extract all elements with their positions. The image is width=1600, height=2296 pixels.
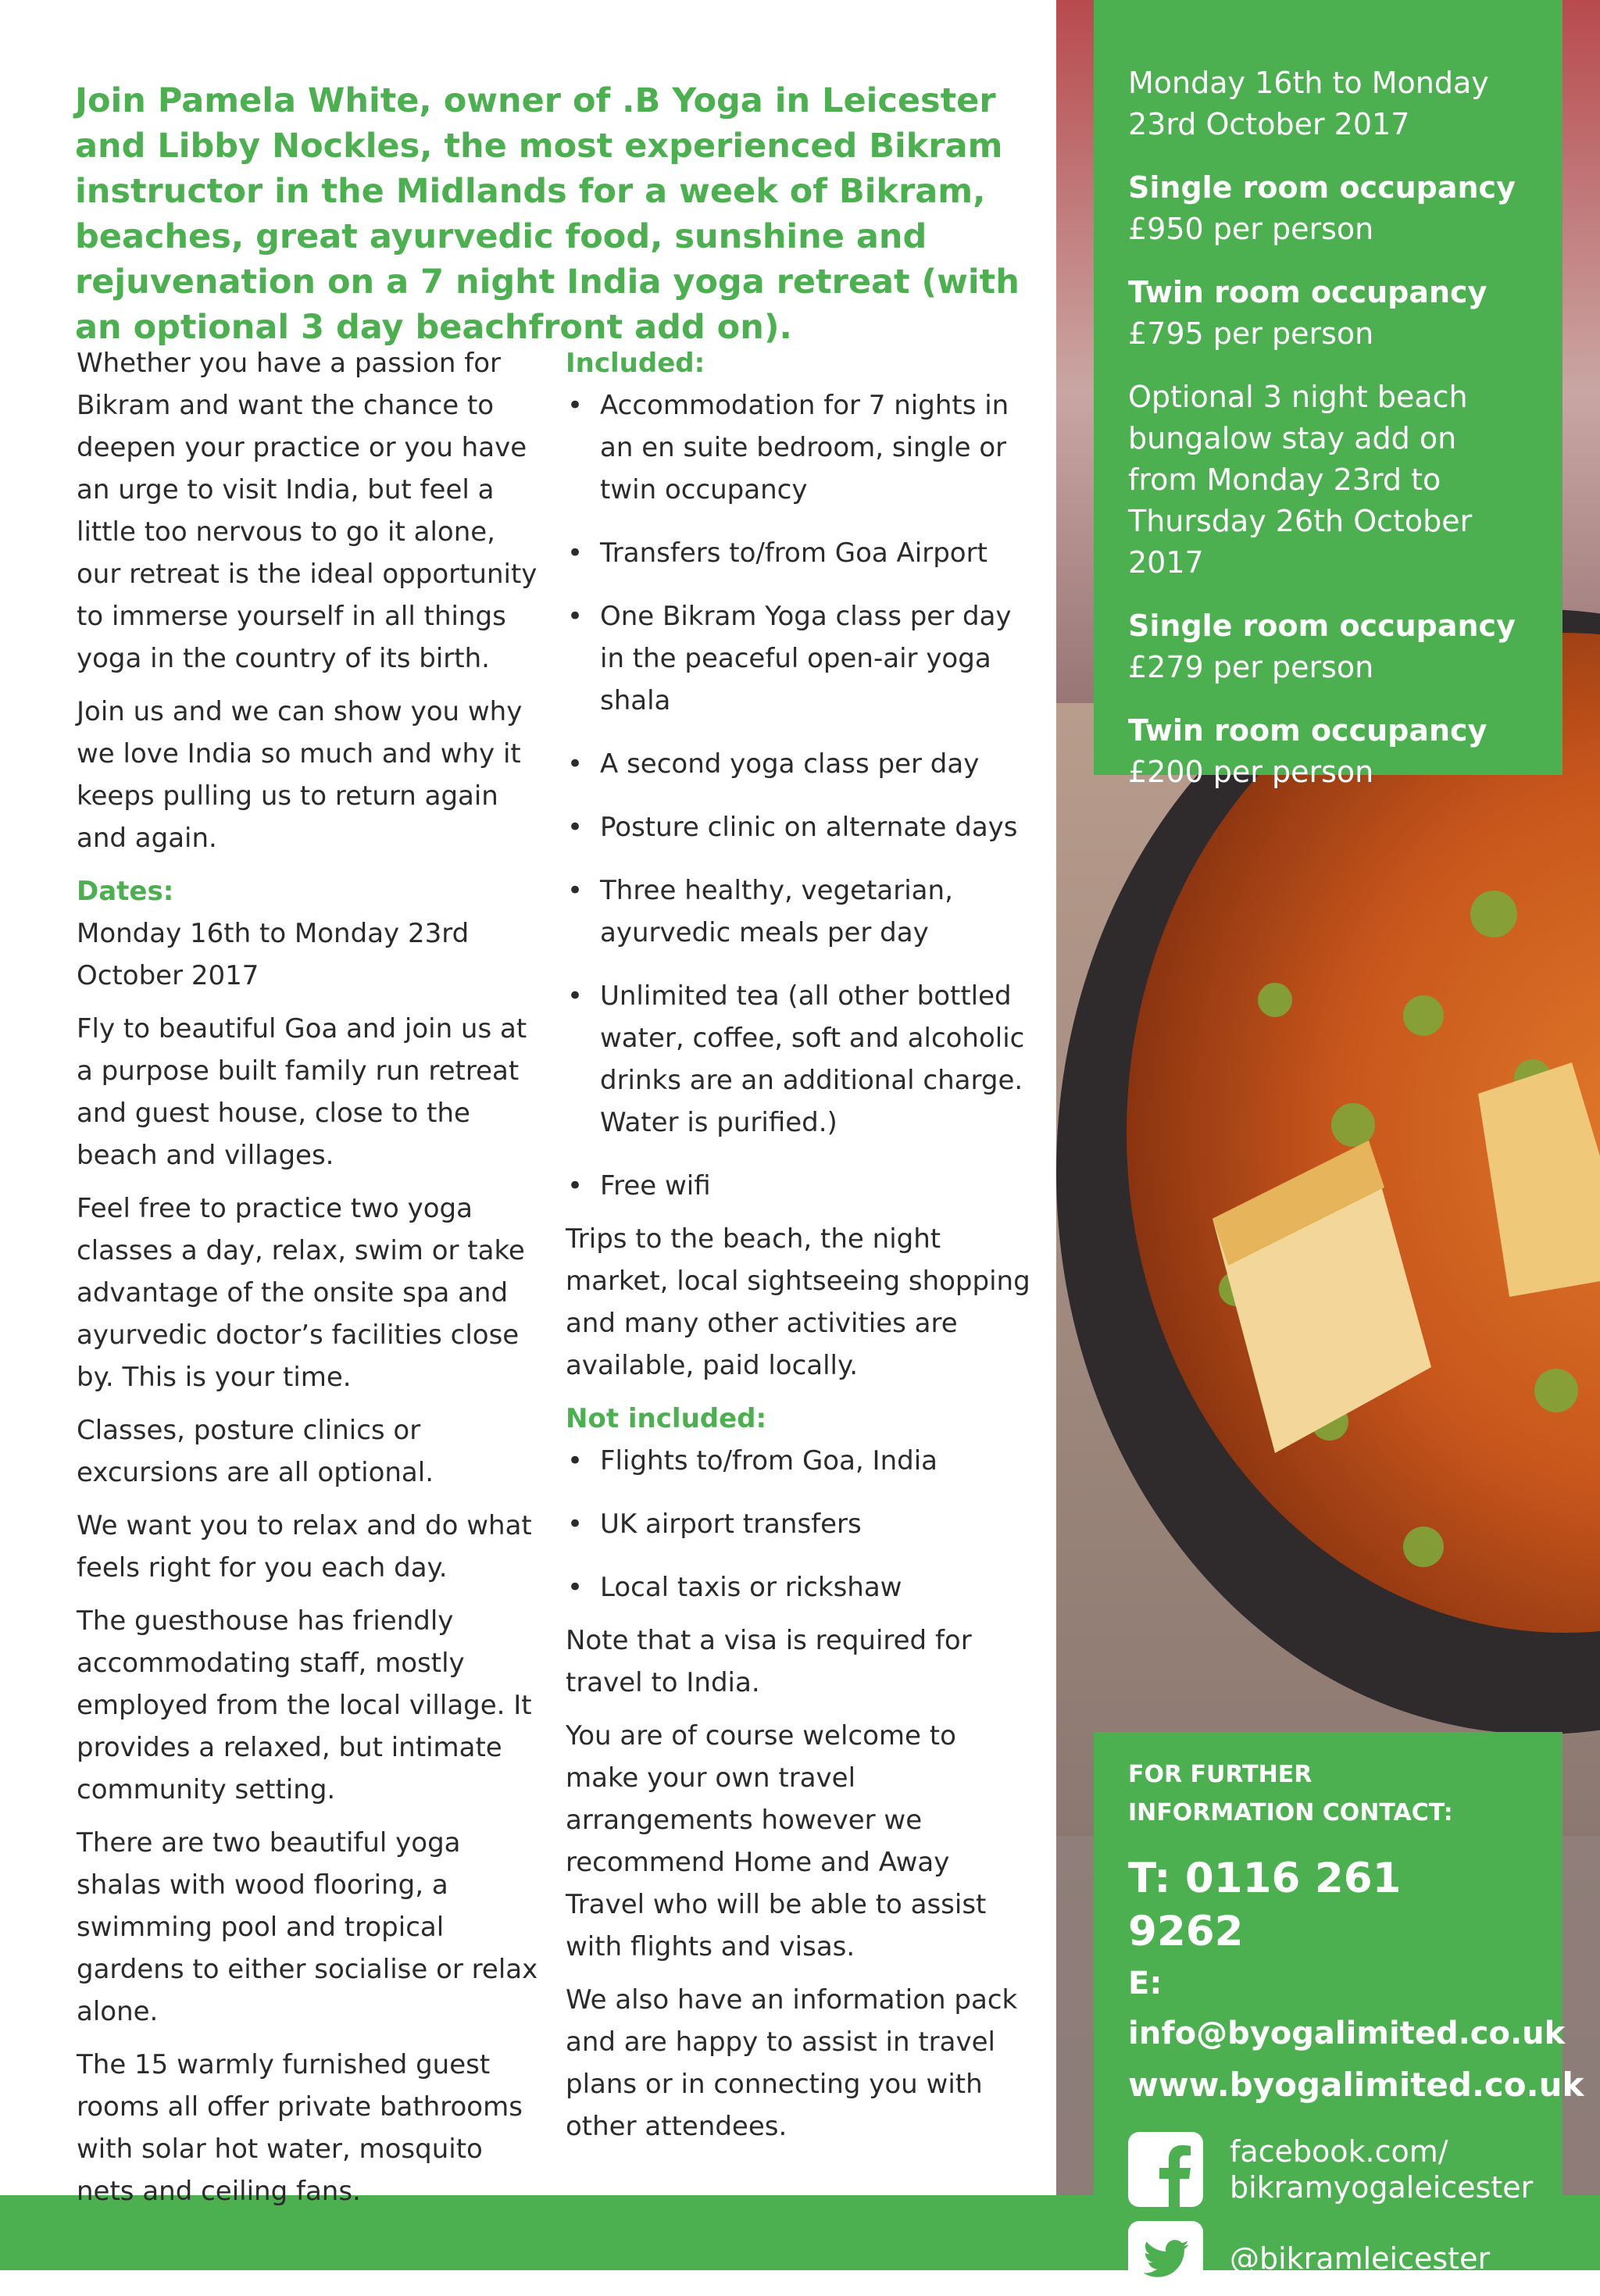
price-dates: Monday 16th to Monday 23rd October 2017 bbox=[1128, 66, 1489, 141]
twitter-link[interactable] bbox=[1128, 2221, 1528, 2296]
contact-phone[interactable]: T: 0116 261 9262 bbox=[1128, 1855, 1402, 1955]
contact-heading: FOR FURTHER INFORMATION CONTACT: bbox=[1128, 1761, 1453, 1826]
list-item: • Free wifi bbox=[567, 1170, 711, 1202]
left-column bbox=[77, 342, 545, 2223]
twin-room-price: £795 per person bbox=[1128, 316, 1374, 351]
guesthouse-paragraph: The guesthouse has friendly accommodating staff, mostly employed from the local village. It provides a relaxed, but intimate community setting. bbox=[77, 1605, 532, 1805]
single-price-block bbox=[1128, 167, 1528, 250]
relax-paragraph: We want you to relax and do what feels right for you each day. bbox=[77, 1510, 532, 1584]
trips-paragraph: Trips to the beach, the night market, local sightseeing shopping and many other activities are available, paid locally. bbox=[566, 1223, 1030, 1381]
info-pack-paragraph: We also have an information pack and are happy to assist in travel plans or in connecting you with other attendees. bbox=[566, 1984, 1018, 2142]
list-item: • Unlimited tea (all other bottled water, coffee, soft and alcoholic drinks are an additional charge. Water is purified.) bbox=[567, 980, 1025, 1138]
addon-single-label: Single room occupancy bbox=[1128, 609, 1516, 643]
rooms-paragraph: The 15 warmly furnished guest rooms all offer private bathrooms with solar hot water, mosquito nets and ceiling fans. bbox=[77, 2049, 523, 2207]
list-item: • Posture clinic on alternate days bbox=[567, 812, 1018, 843]
list-item: • Three healthy, vegetarian, ayurvedic meals per day bbox=[567, 875, 953, 948]
list-item: • One Bikram Yoga class per day in the peaceful open-air yoga shala bbox=[567, 601, 1012, 716]
list-item: • Flights to/from Goa, India bbox=[567, 1445, 938, 1477]
single-room-label: Single room occupancy bbox=[1128, 170, 1516, 205]
visa-paragraph: Note that a visa is required for travel to India. bbox=[566, 1625, 972, 1698]
addon-single-price: £279 per person bbox=[1128, 650, 1374, 684]
shalas-paragraph: There are two beautiful yoga shalas with wood flooring, a swimming pool and tropical gardens to either socialise or relax alone. bbox=[77, 1827, 538, 2027]
twin-room-label: Twin room occupancy bbox=[1128, 275, 1488, 309]
list-item: • UK airport transfers bbox=[567, 1509, 862, 1540]
addon-twin-block bbox=[1128, 710, 1528, 793]
facebook-link[interactable] bbox=[1128, 2132, 1534, 2207]
price-box bbox=[1094, 0, 1562, 789]
twitter-icon bbox=[1128, 2221, 1203, 2296]
join-paragraph: Join us and we can show you why we love India so much and why it keeps pulling us to return again and again. bbox=[77, 696, 523, 854]
facebook-text: facebook.com/ bikramyogaleicester bbox=[1230, 2134, 1534, 2205]
goa-paragraph: Fly to beautiful Goa and join us at a purpose built family run retreat and guest house, close to the beach and villages. bbox=[77, 1013, 527, 1171]
dates-heading: Dates: bbox=[77, 876, 174, 907]
contact-email[interactable]: E: info@byogalimited.co.uk bbox=[1128, 1966, 1566, 2051]
included-list bbox=[566, 384, 1034, 1207]
list-item: • A second yoga class per day bbox=[567, 748, 980, 780]
travel-paragraph: You are of course welcome to make your own travel arrangements however we recommend Home and Away Travel who will be able to assist with flights and visas. bbox=[566, 1720, 987, 1962]
twin-price-block bbox=[1128, 272, 1528, 355]
contact-box bbox=[1094, 1732, 1584, 2276]
not-included-list bbox=[566, 1440, 1034, 1609]
optional-paragraph: Classes, posture clinics or excursions are all optional. bbox=[77, 1415, 434, 1488]
list-item: • Local taxis or rickshaw bbox=[567, 1572, 902, 1603]
list-item: • Accommodation for 7 nights in an en suite bedroom, single or twin occupancy bbox=[567, 390, 1009, 505]
intro-paragraph: Whether you have a passion for Bikram and want the chance to deepen your practice or you have an urge to visit India, but feel a little too nervous to go it alone, our retreat is the ideal opportunity to immerse yourself in all things yoga in the country of its birth. bbox=[77, 348, 538, 674]
middle-column bbox=[566, 342, 1034, 2159]
dates-text: Monday 16th to Monday 23rd October 2017 bbox=[77, 918, 470, 991]
single-room-price: £950 per person bbox=[1128, 212, 1374, 246]
addon-twin-label: Twin room occupancy bbox=[1128, 713, 1488, 748]
list-item: • Transfers to/from Goa Airport bbox=[567, 537, 988, 569]
intro-heading: Join Pamela White, owner of .B Yoga in Leicester and Libby Nockles, the most experienced Bikram instructor in the Midlands for a week of Bikram, beaches, great ayurvedic food, sunshine and rejuvenation on a 7 night India yoga retreat (with an optional 3 day beachfront add on). bbox=[75, 81, 1020, 347]
addon-single-block bbox=[1128, 605, 1528, 688]
contact-website[interactable]: www.byogalimited.co.uk bbox=[1128, 2066, 1584, 2104]
included-heading: Included: bbox=[566, 348, 705, 379]
facebook-icon bbox=[1128, 2132, 1203, 2207]
practice-paragraph: Feel free to practice two yoga classes a day, relax, swim or take advantage of the onsite spa and ayurvedic doctor’s facilities close by. This is your time. bbox=[77, 1193, 525, 1393]
not-included-heading: Not included: bbox=[566, 1403, 767, 1434]
optional-addon-text: Optional 3 night beach bungalow stay add on from Monday 23rd to Thursday 26th October 2017 bbox=[1128, 380, 1473, 580]
addon-twin-price: £200 per person bbox=[1128, 755, 1374, 789]
twitter-handle: @bikramleicester bbox=[1230, 2241, 1491, 2276]
